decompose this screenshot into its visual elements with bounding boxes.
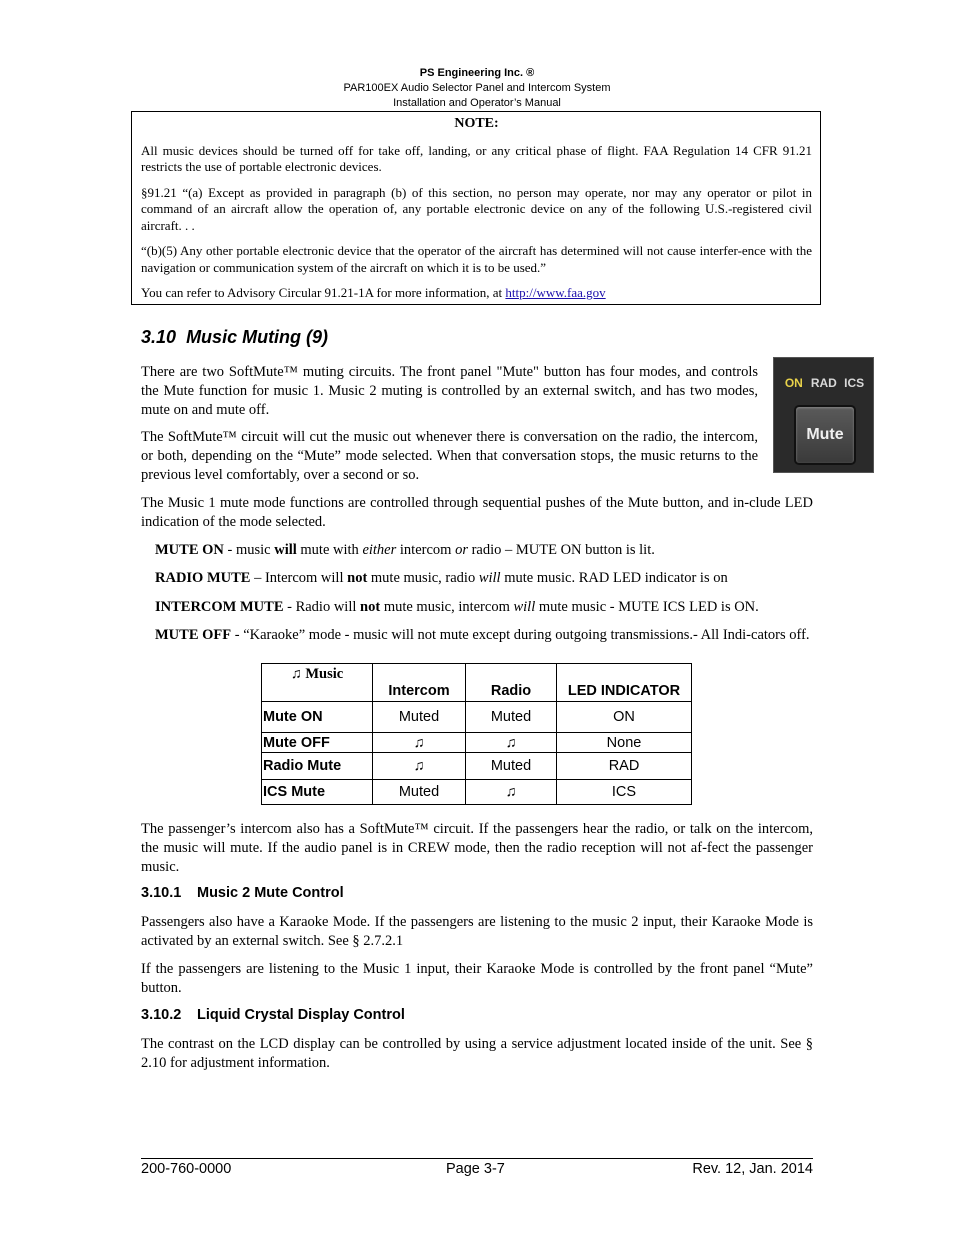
mode-text: mute music, intercom xyxy=(380,599,514,615)
mode-radio-mute xyxy=(155,569,728,588)
section-heading xyxy=(141,327,328,348)
after-table-paragraph: The passenger’s intercom also has a SoftMute™ circuit. If the passengers hear the radio, or talk on the intercom, the music will mute. If the audio panel is in CREW mode, then the radio reception will not af-fect the passenger music. xyxy=(141,821,813,875)
table-row xyxy=(262,753,692,780)
note-paragraph: All music devices should be turned off for take off, landing, or any critical phase of flight. FAA Regulation 14 CFR 91.21 restricts the use of portable electronic devices. xyxy=(141,142,812,174)
table-cell: Muted xyxy=(466,753,557,780)
table-cell: Muted xyxy=(466,702,557,733)
table-cell: Mute ON xyxy=(262,702,373,733)
header-manual: Installation and Operator’s Manual xyxy=(393,97,561,109)
subsection-paragraph: The contrast on the LCD display can be controlled by using a service adjustment located inside of the unit. See § 2.10 for adjustment information. xyxy=(141,1036,813,1071)
mute-button-image: Mute xyxy=(794,405,856,465)
led-indicators xyxy=(774,376,875,390)
table-cell: None xyxy=(557,733,692,753)
mode-text: will xyxy=(513,599,536,615)
subsection-paragraph: Passengers also have a Karaoke Mode. If the passengers are listening to the music 2 input, their Karaoke Mode is activated by an external switch. See § 2.7.2.1 xyxy=(141,914,813,949)
mode-text: mute music, radio xyxy=(367,570,479,586)
table-cell: Radio Mute xyxy=(262,753,373,780)
header-product: PAR100EX Audio Selector Panel and Intercom System xyxy=(343,82,611,94)
subsection-paragraph: If the passengers are listening to the Music 1 input, their Karaoke Mode is controlled by the front panel “Mute” button. xyxy=(141,961,813,996)
table-header-cell: LED INDICATOR xyxy=(557,664,692,702)
footer-rule xyxy=(141,1158,813,1159)
note-text: You can refer to Advisory Circular 91.21-1A for more information, at xyxy=(141,285,506,300)
subsection-title: Music 2 Mute Control xyxy=(197,885,344,901)
table-header-cell: Intercom xyxy=(373,664,466,702)
subsection-number: 3.10.2 xyxy=(141,1007,182,1023)
mode-text: – Intercom will xyxy=(250,570,348,586)
table-cell: ICS xyxy=(557,780,692,805)
mode-intercom-mute xyxy=(155,598,759,617)
table-header-cell: ♫ Music xyxy=(262,664,373,702)
mode-text: - music xyxy=(223,542,275,558)
subsection-heading xyxy=(141,885,344,901)
led-on-label: ON xyxy=(784,376,803,390)
page-header xyxy=(0,66,954,111)
note-paragraph: “(b)(5) Any other portable electronic device that the operator of the aircraft has determined will not cause interfer-ence with the navigation or communication system of the aircraft on which it is to be used.” xyxy=(141,243,812,275)
mute-mode-table xyxy=(261,663,692,805)
mode-text: either xyxy=(362,542,397,558)
table-row xyxy=(262,702,692,733)
mode-text: will xyxy=(274,542,297,558)
footer-doc-number: 200-760-0000 xyxy=(141,1161,232,1177)
mode-text: mute music. RAD LED indicator is on xyxy=(500,570,728,586)
note-paragraph: §91.21 “(a) Except as provided in paragraph (b) of this section, no person may operate, nor may any operator or pilot in command of an aircraft allow the operation of, any portable electronic device on any of the following U.S.-registered civil aircraft. . . xyxy=(141,184,812,233)
mode-mute-on xyxy=(155,541,655,560)
mode-text: not xyxy=(360,599,381,615)
faa-link[interactable]: http://www.faa.gov xyxy=(505,285,606,300)
mode-text: - Radio will xyxy=(283,599,361,615)
subsection-number: 3.10.1 xyxy=(141,885,182,901)
section-paragraph: The SoftMute™ circuit will cut the music out whenever there is conversation on the radio, the intercom, or both, depending on the “Mute” mode selected. When that conversation stops, the music returns to the previous level comfortably, over a second or so. xyxy=(141,429,758,483)
led-rad-label: RAD xyxy=(810,376,837,390)
header-company: PS Engineering Inc. ® xyxy=(419,67,535,79)
mode-text: not xyxy=(347,570,368,586)
table-cell: ♫ xyxy=(373,733,466,753)
mode-label: RADIO MUTE xyxy=(155,570,251,586)
footer-revision: Rev. 12, Jan. 2014 xyxy=(692,1161,813,1177)
table-cell: Muted xyxy=(373,780,466,805)
table-header-cell: Radio xyxy=(466,664,557,702)
mode-label: MUTE ON xyxy=(155,542,224,558)
table-cell: ICS Mute xyxy=(262,780,373,805)
mode-text: mute music - MUTE ICS LED is ON. xyxy=(535,599,759,615)
mode-text: will xyxy=(478,570,501,586)
section-paragraph: There are two SoftMute™ muting circuits. The front panel "Mute" button has four modes, and controls the Mute function for music 1. Music 2 muting is controlled by an external switch, and has two modes, mute on and mute off. xyxy=(141,364,758,418)
section-title: Music Muting (9) xyxy=(186,327,329,347)
mode-label: MUTE OFF xyxy=(155,627,232,643)
table-cell: RAD xyxy=(557,753,692,780)
mode-text: - “Karaoke” mode - music will not mute except during outgoing transmissions.- All Indi-cators off. xyxy=(231,627,810,643)
table-cell: Muted xyxy=(373,702,466,733)
mode-text: mute with xyxy=(296,542,363,558)
table-cell: Mute OFF xyxy=(262,733,373,753)
mode-mute-off xyxy=(155,626,813,645)
mode-label: INTERCOM MUTE xyxy=(155,599,284,615)
led-ics-label: ICS xyxy=(844,376,865,390)
table-cell: ON xyxy=(557,702,692,733)
table-header-row xyxy=(262,664,692,702)
subsection-heading xyxy=(141,1007,405,1023)
note-box xyxy=(131,111,821,305)
section-paragraph: The Music 1 mute mode functions are controlled through sequential pushes of the Mute button, and in-clude LED indication of the mode selected. xyxy=(141,495,813,530)
mode-text: intercom xyxy=(396,542,456,558)
table-row xyxy=(262,780,692,805)
mode-text: radio – MUTE ON button is lit. xyxy=(467,542,655,558)
table-cell: ♫ xyxy=(373,753,466,780)
note-paragraph xyxy=(141,285,812,302)
table-row xyxy=(262,733,692,753)
mute-button-photo xyxy=(773,357,874,473)
subsection-title: Liquid Crystal Display Control xyxy=(197,1007,405,1023)
footer-page-number: Page 3-7 xyxy=(446,1161,505,1177)
table-cell: ♫ xyxy=(466,780,557,805)
note-title: NOTE: xyxy=(454,116,499,131)
section-number: 3.10 xyxy=(141,327,177,347)
mode-text: or xyxy=(455,542,468,558)
table-cell: ♫ xyxy=(466,733,557,753)
